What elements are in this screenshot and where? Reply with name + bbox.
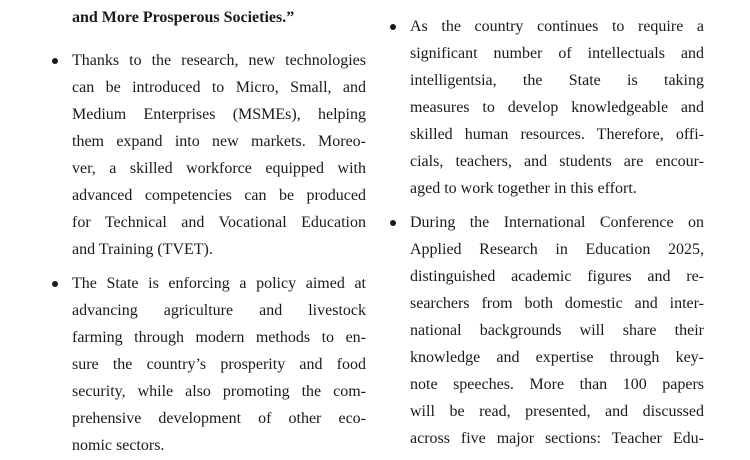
text-line: them expand into new markets. Moreo- [72, 133, 366, 150]
bullet-item-agriculture [52, 270, 366, 459]
text-line: searchers from both domestic and inter- [410, 295, 704, 312]
text-line: and Training (TVET). [72, 241, 213, 258]
text-line: will be read, presented, and discussed [410, 403, 704, 420]
text-line: can be introduced to Micro, Small, and [72, 79, 366, 96]
text-line: note speeches. More than 100 papers [410, 376, 704, 393]
text-line: prehensive development of other eco- [72, 410, 366, 427]
bullet-item-msme [52, 47, 366, 263]
text-line: advancing agriculture and livestock [72, 302, 366, 319]
bullet-item-conference [390, 209, 704, 452]
text-line: Thanks to the research, new technologies [72, 52, 366, 69]
text-line: across five major sections: Teacher Edu- [410, 430, 704, 447]
left-column [52, 4, 366, 459]
text-line: nomic sectors. [72, 437, 165, 454]
text-line: cials, teachers, and students are encour- [410, 153, 704, 170]
text-line: ver, a skilled workforce equipped with [72, 160, 366, 177]
text-line: knowledge and expertise through key- [410, 349, 704, 366]
text-line: security, while also promoting the com- [72, 383, 366, 400]
spacer [52, 263, 366, 270]
text-line: Applied Research in Education 2025, [410, 241, 704, 258]
heading-line: and More Prosperous Societies.” [72, 9, 295, 26]
bullet-icon [52, 58, 58, 64]
text-line: for Technical and Vocational Education [72, 214, 366, 231]
bullet-icon [390, 220, 396, 226]
bullet-icon [390, 24, 396, 30]
text-line: The State is enforcing a policy aimed at [72, 275, 366, 292]
spacer [52, 31, 366, 47]
text-line: advanced competencies can be produced [72, 187, 366, 204]
bullet-item-intellectuals [390, 13, 704, 202]
spacer [390, 202, 704, 209]
text-line: sure the country’s prosperity and food [72, 356, 366, 373]
text-line: national backgrounds will share their [410, 322, 704, 339]
text-line: skilled human resources. Therefore, offi- [410, 126, 704, 143]
text-line: significant number of intellectuals and [410, 45, 704, 62]
text-line: distinguished academic figures and re- [410, 268, 704, 285]
text-line: measures to develop knowledgeable and [410, 99, 704, 116]
text-line: As the country continues to require a [410, 18, 704, 35]
text-line: aged to work together in this effort. [410, 180, 637, 197]
text-line: intelligentsia, the State is taking [410, 72, 704, 89]
bullet-icon [52, 281, 58, 287]
text-line: Medium Enterprises (MSMEs), helping [72, 106, 366, 123]
right-column [390, 13, 704, 452]
text-line: During the International Conference on [410, 214, 704, 231]
text-line: farming through modern methods to en- [72, 329, 366, 346]
